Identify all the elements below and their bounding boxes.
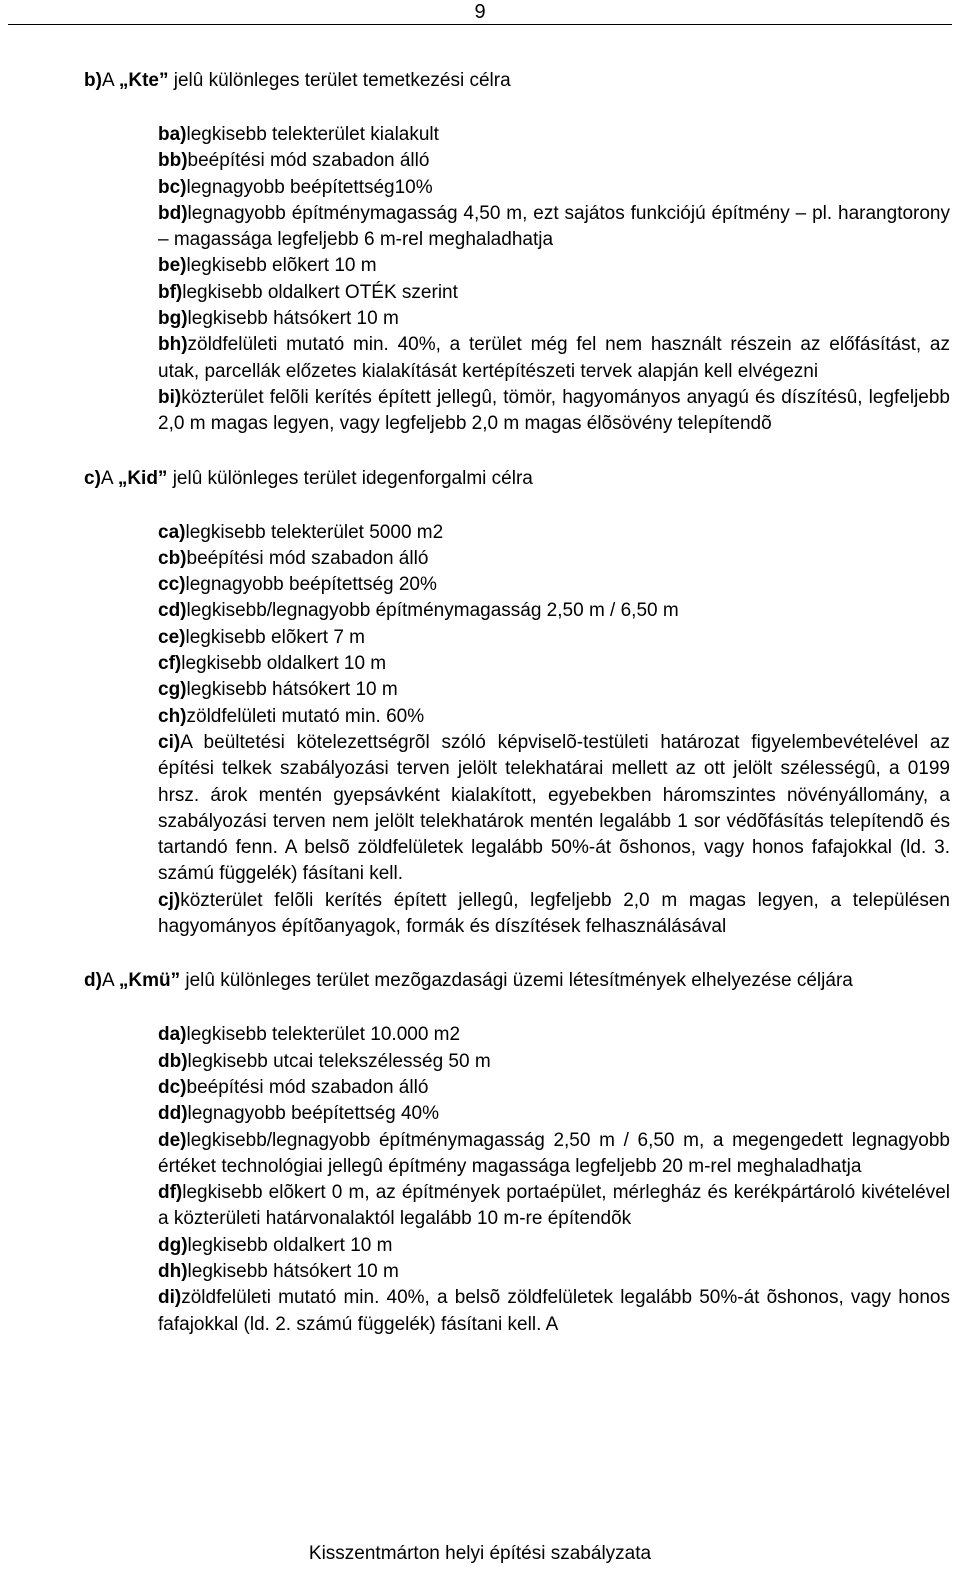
- item-text: legkisebb/legnagyobb építménymagasság 2,50 m / 6,50 m, a megengedett legnagyobb értéket technológiai jellegû építmény magassága legfeljebb 20 m-rel meghaladhatja: [158, 1129, 950, 1177]
- regulation-item: [158, 1101, 950, 1127]
- item-label: bi): [158, 386, 182, 408]
- item-label: ca): [158, 521, 186, 543]
- regulation-item: [158, 1259, 950, 1285]
- section-label: b): [84, 70, 102, 91]
- regulation-item: [158, 385, 950, 438]
- item-text: zöldfelületi mutató min. 40%, a terület még fel nem használt részein az előfásítást, az utak, parcellák előzetes kialakítását kertépítészeti tervek alapján kell elvégezni: [158, 334, 950, 382]
- item-text: legkisebb oldalkert OTÉK szerint: [182, 281, 458, 303]
- item-text: legkisebb hátsókert 10 m: [187, 1260, 399, 1282]
- item-label: be): [158, 255, 187, 277]
- item-text: legnagyobb építménymagasság 4,50 m, ezt sajátos funkciójú építmény – pl. harangtorony – magassága legfeljebb 6 m-rel meghaladhatja: [158, 202, 950, 251]
- item-text: A beültetési kötelezettségrõl szóló képviselõ-testületi határozat figyelembevételével az építési telkek szabályozási terven jelölt telekhatárai mellett az ott jelölt szélességû, a 0199 hrsz. árok mentén gyepsávként kialakított, egyebekben háromszintes növényállomány, a szabályozási terven nem jelölt telekhatárok mentén legalább 1 sor védõfásítás telepítendõ és tartandó fenn. A belsõ zöldfelületek legalább 50%-át õshonos, vagy honos fafajokkal (ld. 3. számú függelék) fásítani kell.: [158, 731, 950, 885]
- item-text: legnagyobb beépítettség10%: [186, 176, 433, 198]
- item-label: dg): [158, 1234, 188, 1256]
- regulation-item: [158, 651, 950, 677]
- section-heading-text: jelû különleges terület mezõgazdasági üzemi létesítmények elhelyezése céljára: [180, 970, 853, 992]
- item-label: ch): [158, 705, 187, 727]
- regulation-item: [158, 122, 950, 148]
- item-text: beépítési mód szabadon álló: [187, 150, 430, 172]
- section-heading-text: jelû különleges terület idegenforgalmi célra: [167, 467, 533, 489]
- regulation-item: [158, 1180, 950, 1233]
- regulation-item: [158, 888, 950, 941]
- regulation-item: [158, 253, 950, 279]
- regulation-item: [158, 201, 950, 254]
- regulation-list: [158, 520, 950, 941]
- item-label: de): [158, 1129, 187, 1151]
- item-text: legkisebb telekterület 5000 m2: [185, 521, 444, 543]
- item-text: legnagyobb beépítettség 20%: [185, 574, 437, 596]
- item-text: beépítési mód szabadon álló: [186, 1076, 429, 1098]
- item-label: dc): [158, 1076, 187, 1098]
- regulation-item: [158, 546, 950, 572]
- regulation-item: [158, 520, 950, 546]
- zone-code: „Kte”: [118, 70, 169, 91]
- item-text: legkisebb elõkert 0 m, az építmények portaépület, mérlegház és kerékpártároló kivételével a közterületi határvonalaktól legalább 10 m-re építendõk: [158, 1182, 950, 1230]
- section-heading: [84, 968, 950, 994]
- regulation-list: [158, 122, 950, 438]
- item-text: legnagyobb beépítettség 40%: [187, 1103, 439, 1125]
- regulation-item: [158, 625, 950, 651]
- section-heading-prefix: A: [101, 970, 119, 992]
- item-label: ci): [158, 731, 181, 753]
- item-text: legkisebb elõkert 10 m: [186, 255, 377, 277]
- regulation-item: [158, 1285, 950, 1338]
- item-text: közterület felõli kerítés épített jellegû, tömör, hagyományos anyagú és díszítésû, legfeljebb 2,0 m magas legyen, vagy legfeljebb 2,0 m magas élõsövény telepítendõ: [158, 386, 950, 435]
- item-label: cj): [158, 889, 181, 911]
- item-label: df): [158, 1182, 183, 1204]
- section-heading: [84, 68, 950, 94]
- item-label: da): [158, 1024, 187, 1046]
- item-text: legkisebb oldalkert 10 m: [187, 1234, 393, 1256]
- item-label: dh): [158, 1260, 188, 1282]
- item-label: bg): [158, 308, 188, 330]
- item-label: bd): [158, 202, 188, 224]
- item-label: cg): [158, 679, 187, 701]
- item-label: bh): [158, 334, 188, 356]
- item-label: cb): [158, 547, 187, 569]
- item-text: legkisebb hátsókert 10 m: [186, 679, 398, 701]
- item-text: legkisebb elõkert 7 m: [185, 626, 366, 648]
- item-label: dd): [158, 1103, 188, 1125]
- regulation-item: [158, 280, 950, 306]
- regulation-list: [158, 1022, 950, 1338]
- regulation-item: [158, 1075, 950, 1101]
- item-label: ce): [158, 626, 186, 648]
- regulation-item: [158, 332, 950, 385]
- section-heading-prefix: A: [100, 467, 118, 489]
- section-heading: [84, 466, 950, 492]
- item-text: legkisebb hátsókert 10 m: [187, 308, 399, 330]
- sections-container: [84, 68, 950, 1338]
- page-number: 9: [474, 1, 486, 23]
- item-label: bc): [158, 176, 187, 198]
- item-text: legkisebb oldalkert 10 m: [181, 653, 387, 675]
- header-rule: [8, 24, 952, 25]
- item-text: zöldfelületi mutató min. 40%, a belsõ zöldfelületek legalább 50%-át õshonos, vagy honos fafajokkal (ld. 2. számú függelék) fásítani kell. A: [158, 1287, 950, 1335]
- item-label: di): [158, 1287, 182, 1309]
- regulation-item: [158, 175, 950, 201]
- item-text: legkisebb/legnagyobb építménymagasság 2,50 m / 6,50 m: [186, 600, 679, 622]
- regulation-item: [158, 1022, 950, 1048]
- regulation-item: [158, 1233, 950, 1259]
- regulation-item: [158, 704, 950, 730]
- item-text: beépítési mód szabadon álló: [186, 547, 429, 569]
- item-text: közterület felõli kerítés épített jellegû, legfeljebb 2,0 m magas legyen, a településen hagyományos építõanyagok, formák és díszítések felhasználásával: [158, 889, 950, 938]
- document-body: [84, 68, 950, 1366]
- item-label: db): [158, 1050, 188, 1072]
- regulation-item: [158, 306, 950, 332]
- item-label: cc): [158, 574, 186, 596]
- item-label: bb): [158, 150, 188, 172]
- regulation-item: [158, 148, 950, 174]
- item-text: zöldfelületi mutató min. 60%: [186, 705, 425, 727]
- section-label: d): [84, 970, 102, 992]
- section-heading-text: jelû különleges terület temetkezési célra: [168, 70, 511, 91]
- zone-code: „Kid”: [117, 467, 168, 489]
- regulation-item: [158, 598, 950, 624]
- regulation-item: [158, 572, 950, 598]
- regulation-item: [158, 1049, 950, 1075]
- regulation-item: [158, 1128, 950, 1181]
- item-text: legkisebb telekterület kialakult: [186, 124, 439, 145]
- section-heading-prefix: A: [101, 70, 119, 91]
- item-label: bf): [158, 281, 183, 303]
- item-text: legkisebb telekterület 10.000 m2: [186, 1024, 461, 1046]
- page-footer: Kisszentmárton helyi építési szabályzata: [308, 1543, 652, 1564]
- section-label: c): [84, 467, 101, 489]
- item-label: cf): [158, 653, 182, 675]
- regulation-item: [158, 677, 950, 703]
- item-label: cd): [158, 600, 187, 622]
- item-label: ba): [158, 124, 187, 145]
- regulation-item: [158, 730, 950, 888]
- item-text: legkisebb utcai telekszélesség 50 m: [187, 1050, 491, 1072]
- zone-code: „Kmü”: [118, 970, 181, 992]
